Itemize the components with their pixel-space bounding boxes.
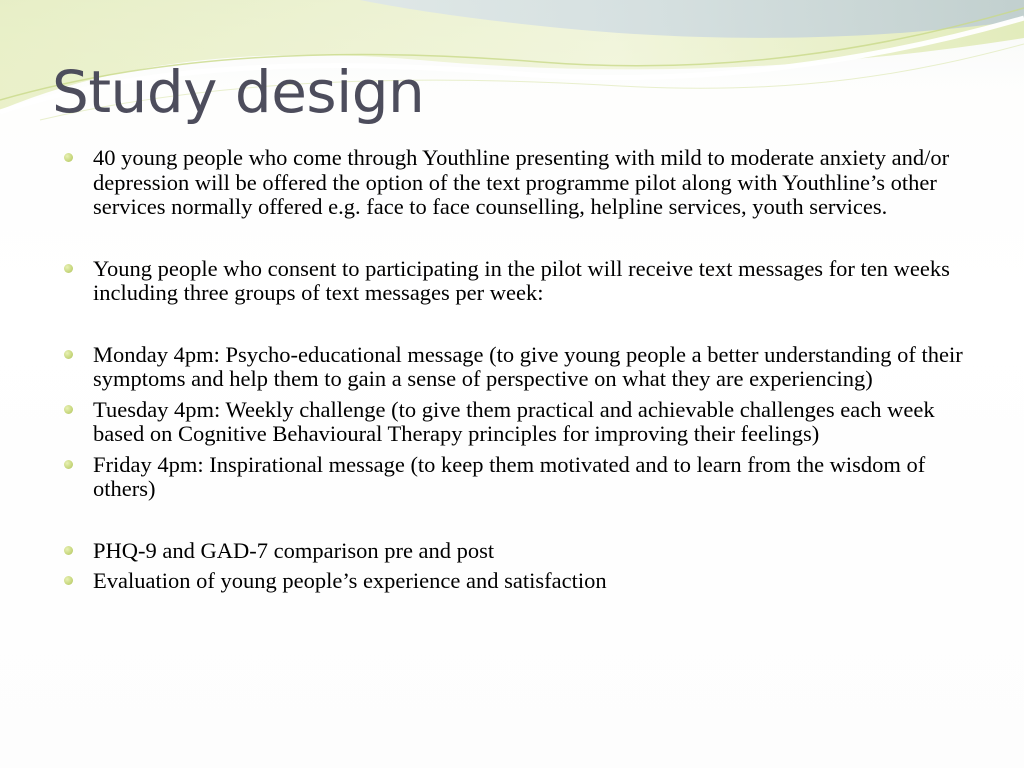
bullet-text: 40 young people who come through Youthline presenting with mild to moderate anxiety and/or depression will be offered the option of the text programme pilot along with Youthline’s other services normally offered e.g. face to face counselling, helpline services, youth services. [93, 145, 950, 219]
bullet-list [64, 146, 964, 594]
bullet-item [64, 146, 964, 220]
bullet-text: Tuesday 4pm: Weekly challenge (to give them practical and achievable challenges each week based on Cognitive Behavioural Therapy principles for improving their feelings) [93, 396, 935, 446]
bullet-dot-icon [64, 546, 73, 555]
bullet-text: Monday 4pm: Psycho-educational message (to give young people a better understanding of their symptoms and help them to gain a sense of perspective on what they are experiencing) [93, 341, 963, 391]
bullet-item [64, 398, 964, 447]
bullet-text: Evaluation of young people’s experience and satisfaction [93, 568, 607, 593]
bullet-text: Young people who consent to participating in the pilot will receive text messages for ten weeks including three groups of text messages per week: [93, 255, 950, 305]
slide-title: Study design [52, 58, 425, 126]
bullet-dot-icon [64, 460, 73, 469]
bullet-item [64, 257, 964, 306]
bullet-dot-icon [64, 264, 73, 273]
bullet-dot-icon [64, 153, 73, 162]
bullet-dot-icon [64, 405, 73, 414]
bullet-item [64, 539, 964, 564]
bullet-dot-icon [64, 350, 73, 359]
bullet-text: Friday 4pm: Inspirational message (to keep them motivated and to learn from the wisdom of others) [93, 451, 926, 501]
bullet-item [64, 343, 964, 392]
bullet-item [64, 569, 964, 594]
bullet-item [64, 453, 964, 502]
bullet-text: PHQ-9 and GAD-7 comparison pre and post [93, 537, 495, 563]
bullet-dot-icon [64, 576, 73, 585]
